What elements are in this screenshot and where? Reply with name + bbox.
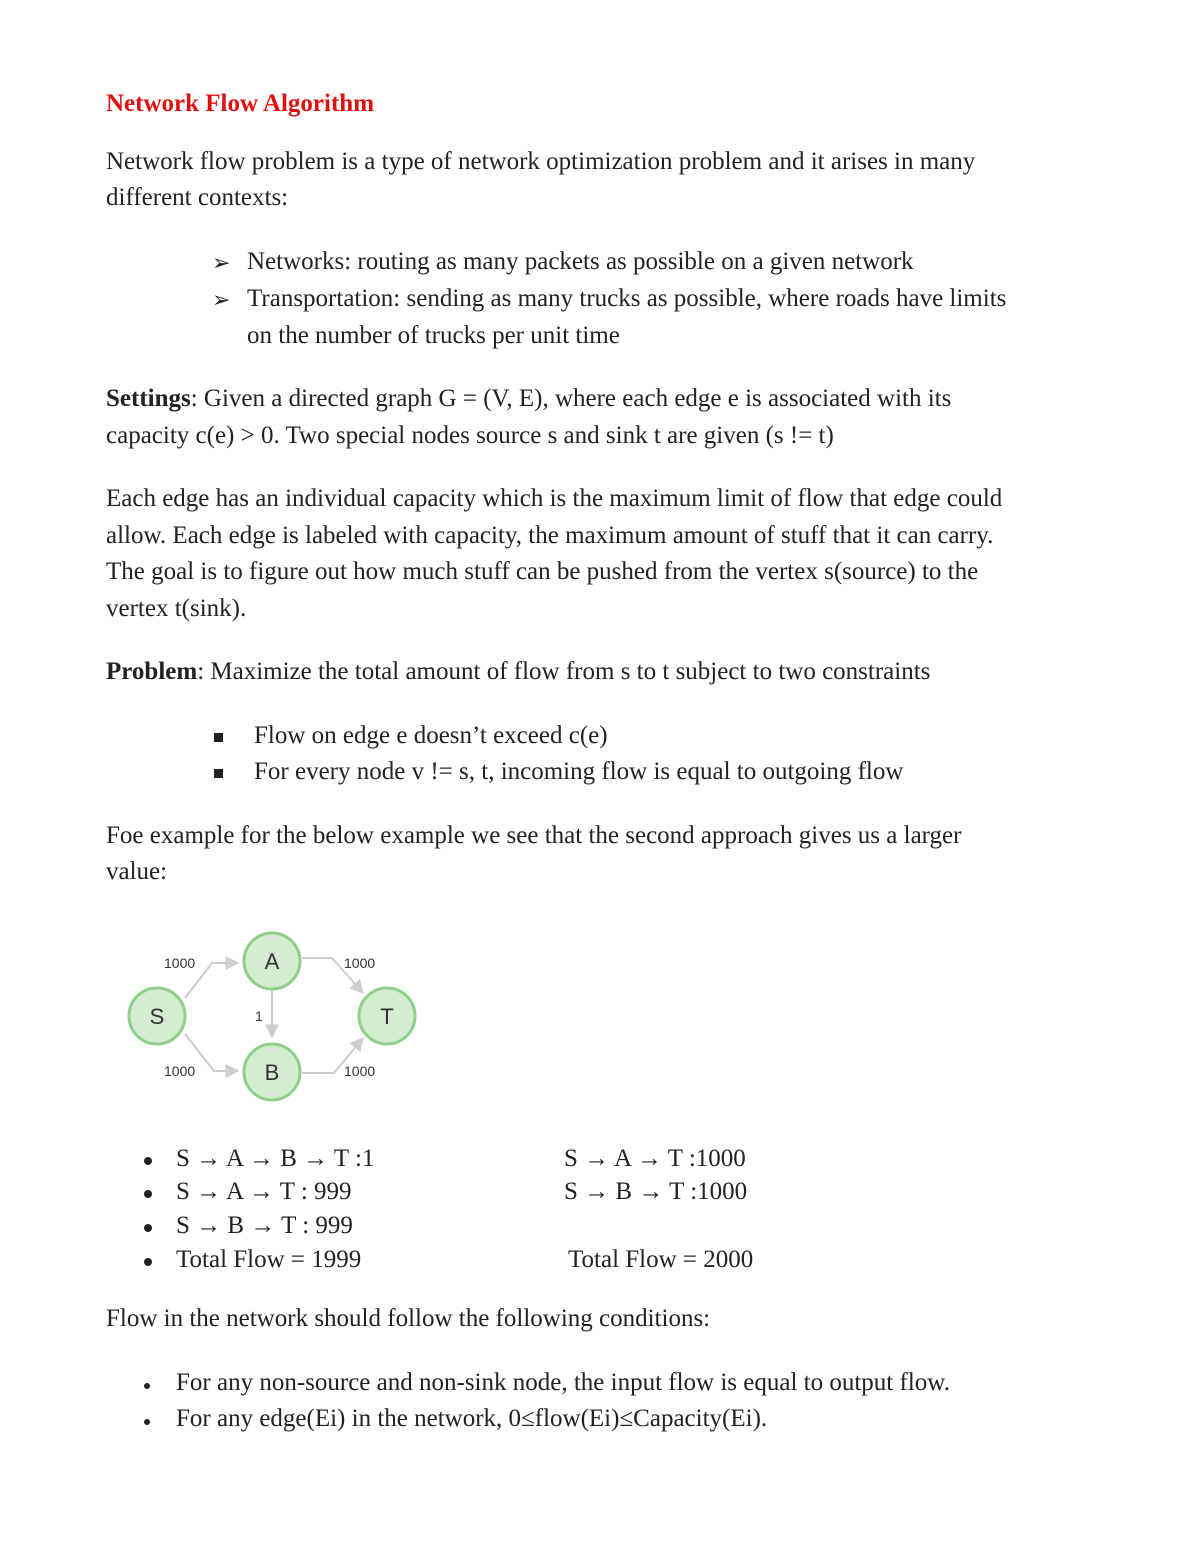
settings-text-1: : Given a directed graph G = (V, E), where each edge e is associated with its — [190, 385, 952, 412]
intro-line-2: different contexts: — [106, 184, 289, 211]
problem-text: : Maximize the total amount of flow from s to t subject to two constraints — [197, 658, 931, 685]
capacity-line-3: The goal is to figure out how much stuff can be pushed from the vertex s(source) to the — [106, 558, 979, 585]
approach2-path: S → A → T :1000 — [564, 1145, 746, 1172]
dot-bullet-icon — [144, 1419, 150, 1425]
arrow-bullet-icon: ➢ — [212, 288, 231, 313]
dot-bullet-icon — [144, 1224, 152, 1232]
node-t-label: T — [380, 1004, 394, 1029]
square-bullet-icon — [214, 769, 223, 778]
capacity-line-4: vertex t(sink). — [106, 595, 247, 622]
edge-label-a-t: 1000 — [344, 955, 376, 971]
flow-network-diagram — [120, 920, 430, 1110]
page-title: Network Flow Algorithm — [106, 90, 375, 117]
edge-label-b-t: 1000 — [344, 1063, 376, 1079]
capacity-line-1: Each edge has an individual capacity which is the maximum limit of flow that edge could — [106, 485, 1003, 512]
arrow-bullet-icon: ➢ — [212, 251, 231, 276]
settings-line-2: capacity c(e) > 0. Two special nodes source s and sink t are given (s != t) — [106, 422, 834, 449]
node-s-label: S — [149, 1004, 165, 1029]
square-bullet-icon — [214, 733, 223, 742]
settings-line-1 — [106, 385, 951, 413]
dot-bullet-icon — [144, 1258, 152, 1266]
approach2-path: S → B → T :1000 — [564, 1178, 748, 1205]
approach1-path: S → B → T : 999 — [176, 1212, 353, 1239]
problem-label: Problem — [106, 658, 198, 685]
example-line-2: value: — [106, 858, 168, 885]
condition-item: For any edge(Ei) in the network, 0≤flow(Ei)≤Capacity(Ei). — [176, 1405, 768, 1432]
intro-line-1: Network flow problem is a type of network optimization problem and it arises in many — [106, 148, 976, 175]
settings-label: Settings — [106, 385, 191, 412]
condition-item: For any non-source and non-sink node, the input flow is equal to output flow. — [176, 1369, 950, 1396]
example-line-1: Foe example for the below example we see that the second approach gives us a larger — [106, 822, 962, 849]
node-b-label: B — [264, 1060, 280, 1085]
approach1-path: S → A → B → T :1 — [176, 1145, 375, 1172]
capacity-line-2: allow. Each edge is labeled with capacity, the maximum amount of stuff that it can carry. — [106, 522, 994, 549]
context-item-transportation-cont: on the number of trucks per unit time — [247, 322, 620, 349]
approach1-total: Total Flow = 1999 — [176, 1246, 362, 1273]
problem-line — [106, 658, 930, 686]
node-a-label: A — [264, 949, 280, 974]
edge-label-s-a: 1000 — [164, 955, 196, 971]
approach2-total: Total Flow = 2000 — [568, 1246, 754, 1273]
constraint-item: For every node v != s, t, incoming flow is equal to outgoing flow — [254, 758, 904, 785]
approach1-path: S → A → T : 999 — [176, 1178, 352, 1205]
conditions-intro: Flow in the network should follow the following conditions: — [106, 1305, 711, 1332]
constraint-item: Flow on edge e doesn’t exceed c(e) — [254, 722, 608, 749]
dot-bullet-icon — [144, 1157, 152, 1165]
dot-bullet-icon — [144, 1190, 152, 1198]
edge-label-s-b: 1000 — [164, 1063, 196, 1079]
dot-bullet-icon — [144, 1383, 150, 1389]
edge-label-a-b: 1 — [255, 1008, 263, 1024]
context-item-transportation: Transportation: sending as many trucks as possible, where roads have limits — [247, 285, 1007, 312]
context-item-networks: Networks: routing as many packets as possible on a given network — [247, 248, 914, 275]
